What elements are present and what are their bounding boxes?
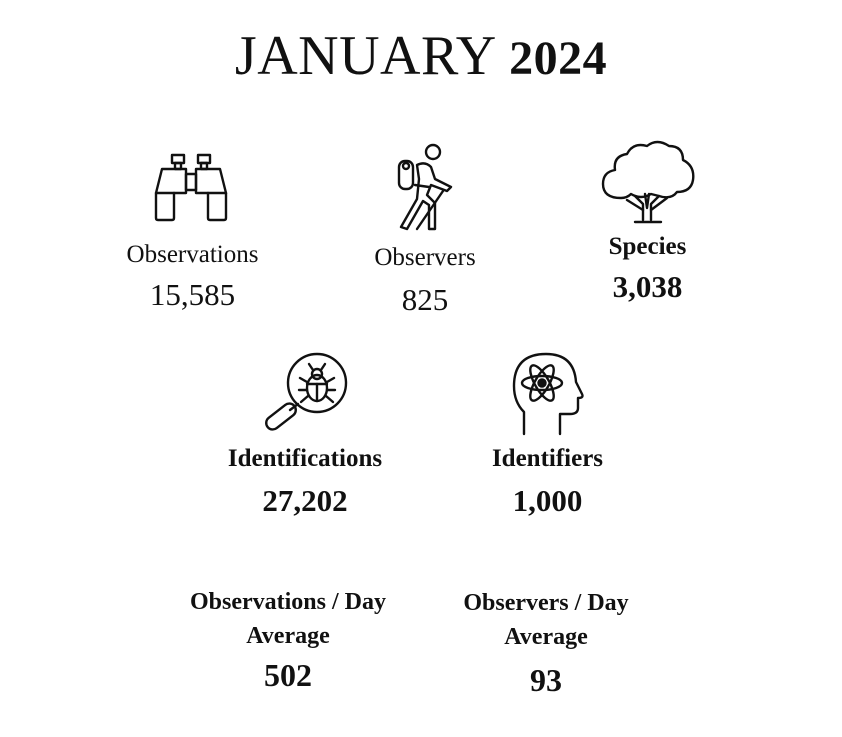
stat-observers	[360, 143, 490, 319]
stat-label: Identifiers	[491, 445, 604, 472]
stat-value: 27,202	[262, 483, 348, 518]
avg-label-line1: Observers / Day	[463, 590, 629, 616]
head-atom-icon	[510, 350, 586, 436]
avg-observations-per-day	[170, 585, 406, 697]
stat-value: 1,000	[512, 483, 583, 518]
binoculars-icon	[152, 150, 234, 224]
avg-observers-per-day	[448, 586, 644, 702]
hiker-icon	[389, 143, 461, 233]
avg-label-line2: Average	[246, 623, 330, 649]
stat-species	[585, 138, 710, 306]
stat-label: Observers	[374, 244, 476, 271]
stat-value: 825	[401, 282, 449, 317]
stat-label: Species	[608, 233, 687, 260]
stat-identifiers	[480, 350, 615, 520]
stat-value: 3,038	[612, 269, 683, 304]
tree-icon	[599, 138, 697, 226]
page-title	[0, 24, 842, 91]
stat-label: Observations	[126, 241, 259, 268]
avg-label-line1: Observations / Day	[189, 589, 386, 615]
stat-observations	[110, 150, 275, 314]
avg-value: 93	[530, 662, 562, 698]
stat-label: Identifications	[227, 445, 383, 472]
title-month: JANUARY	[234, 25, 495, 87]
stat-value: 15,585	[149, 277, 236, 312]
stat-identifications	[210, 352, 400, 520]
avg-label-line2: Average	[504, 624, 588, 650]
title-year: 2024	[509, 32, 608, 85]
magnifier-bug-icon	[260, 352, 350, 434]
avg-value: 502	[264, 657, 312, 693]
